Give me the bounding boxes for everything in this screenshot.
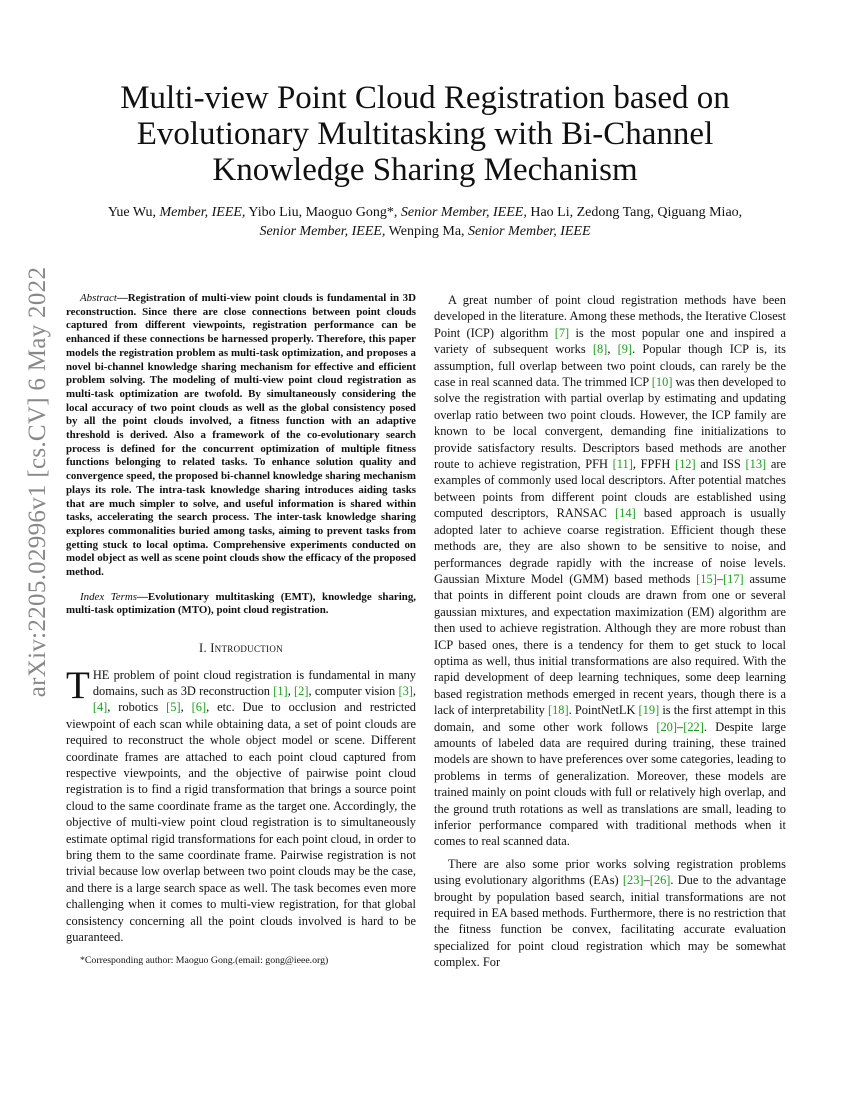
author-affiliation: Senior Member, IEEE [468,224,591,239]
citation-link[interactable]: [20] [656,719,677,734]
drop-cap: T [66,663,90,707]
citation-link[interactable]: [15] [696,571,717,586]
citation-link[interactable]: [19] [638,703,660,718]
author-name: Wenping Ma, [385,224,469,239]
author-list [100,203,750,241]
text-run: . Popular though ICP is, its assumption, full overlap between two point clouds, can rarely be the case in real scanned data. The trimmed ICP [434,342,786,390]
index-terms-label: Index Terms [80,590,137,603]
citation-link[interactable]: [22] [683,719,704,734]
text-run: is the most popular one and inspired a variety of subsequent works [434,325,786,357]
text-run: – [716,571,724,586]
intro-paragraph [66,663,416,946]
text-run: is the first attempt in this domain, and some other work follows [434,703,786,734]
text-run: A great number of point cloud registration methods have been developed in the literature. Among these methods, the Iterative Closest Point (ICP) algorithm [434,293,786,340]
text-run: problem of point cloud registration is fundamental in many domains, such as 3D reconstruction [92,667,416,698]
text-run: , robotics [107,700,167,715]
text-run: , computer vision [308,683,399,698]
citation-link[interactable]: [6] [191,700,207,715]
right-column [434,292,786,971]
text-run: – [643,873,650,888]
author-affiliation: Senior Member, IEEE, [400,205,527,220]
author-name: Yibo Liu, Maoguo Gong*, [245,205,401,220]
citation-link[interactable]: [1] [273,683,288,698]
author-name: Yue Wu, [107,205,160,220]
abstract-label: Abstract [80,292,117,304]
abstract [66,292,416,580]
text-run: , [180,700,192,715]
citation-link[interactable]: [2] [294,683,309,698]
text-run: and ISS [695,457,746,472]
author-name: Hao Li, Zedong Tang, Qiguang Miao, [526,205,743,220]
text-run: based approach is usually adopted later to achieve coarse registration. Efficient though these methods are, they are also shown to be sensitive to noise, and performances degrade rapidly with the increase of noise levels. Gaussian Mixture Model (GMM) based methods [434,506,786,586]
index-terms-text: —Evolutionary multitasking (EMT), knowledge sharing, multi-task optimization (MTO), point cloud registration. [66,590,417,617]
body-paragraph [434,292,786,850]
text-run: . PointNetLK [568,703,639,718]
citation-link[interactable]: [12] [674,457,696,472]
author-affiliation: Senior Member, IEEE, [259,224,386,239]
text-run: , FPFH [632,457,675,472]
small-caps-lead: HE [92,667,110,682]
text-run: . Due to the advantage brought by population based search, initial transformations are not required in EA based methods. Furthermore, there is no restriction that the fitness function be convex, facilitating accurate evaluation specialized for point cloud registration which may be somewhat complex. For [434,873,786,970]
citation-link[interactable]: [26] [649,873,671,888]
section-heading: I. Introduction [199,641,283,656]
left-column [66,292,416,967]
index-terms [66,591,416,618]
citation-link[interactable]: [10] [651,375,673,390]
abstract-text: —Registration of multi-view point clouds is fundamental in 3D reconstruction. Since there are close connections between point clouds captured from different viewpoints, registration performance can be enhanced if these connections be harnessed properly. Therefore, this paper models the registration problem as multi-task optimization, and proposes a novel bi-channel knowledge sharing mechanism for effective and efficient problem solving. The modeling of multi-view point cloud registration as multi-task optimization are twofold. By simultaneously considering the local accuracy of two point clouds as well as the global consistency posed by all the point clouds involved, a fitness function with an adaptive threshold is derived. Also a framework of the co-evolutionary search process is defined for the concurrent optimization of multiple fitness functions belonging to related tasks. To enhance solution quality and convergence speed, the proposed bi-channel knowledge sharing mechanism plays its role. The intra-task knowledge sharing introduces aiding tasks that are much simpler to solve, and useful information is shared within tasks, accelerating the search process. The inter-task knowledge sharing explores commonalities buried among tasks, aiming to prevent tasks from getting stuck to local optima. Comprehensive experiments conducted on model object as well as scene point clouds show the efficacy of the proposed method. [66,292,416,579]
citation-link[interactable]: [9] [617,342,633,357]
text-run: , [287,683,295,698]
citation-link[interactable]: [13] [745,457,767,472]
citation-link[interactable]: [14] [615,506,636,521]
text-run: – [677,719,684,734]
arxiv-identifier-stamp: arXiv:2205.02996v1 [cs.CV] 6 May 2022 [24,266,51,698]
text-run: . Despite large amounts of labeled data are required during training, these trained models are shown to have preferences over some categories, leading to problems in terms of generalization. Moreover, these models are trained mainly on point clouds with full or relatively high overlap, and the ground truth rotations as well as translations are small, leading to inferior performance compared with traditional methods when it comes to real scanned data. [434,719,786,849]
text-run: was then developed to solve the registration with partial overlap by estimating and updating overlap ratio between two point clouds. However, the ICP family are known to be local convergent, demanding fine initializations to provide satisfactory results. Descriptors based methods are another route to achieve registration, PFH [434,375,787,472]
author-affiliation: Member, IEEE, [159,205,246,220]
text-run: There are also some prior works solving registration problems using evolutionary algorithms (EAs) [434,856,786,888]
citation-link[interactable]: [23] [622,873,644,888]
text-run: assume that points in different point clouds are drawn from one or several gaussian mixtures, and expectation maximization (EM) algorithm are then used to achieve registration. Although they are more robust than ICP based ones, there is a tendency for them to get stuck to local optima as well, thus initial transformations are also required. With the rapid development of deep learning techniques, some deep learning based registration methods emerged in recent years, though there is a lack of interpretability [434,571,787,718]
citation-link[interactable]: [7] [554,325,570,340]
text-run: , [412,683,416,698]
text-run: are examples of commonly used local descriptors. After potential matches between points from different point clouds are established using computed descriptors, RANSAC [434,457,786,521]
text-run: , [607,342,618,357]
citation-link[interactable]: [11] [612,457,633,472]
footnote: *Corresponding author: Maoguo Gong.(email: gong@ieee.org) [80,955,329,967]
citation-link[interactable]: [5] [166,700,181,715]
citation-link[interactable]: [17] [723,571,744,586]
citation-link[interactable]: [4] [92,700,108,715]
citation-link[interactable]: [3] [398,683,413,698]
text-run: , etc. Due to occlusion and restricted viewpoint of each scan while obtaining data, a set of point clouds are required to reconstruct the whole object model or scene. Different coordinate frames are attached to each point cloud captured from respective viewpoints, and the objective of pairwise point cloud registration is to find a rigid transformation that brings a source point cloud to the same coordinate frame as the target one. Accordingly, the objective of multi-view point cloud registration is to simultaneously estimate optimal rigid transformations for each point cloud, in order to bring them to the same coordinate frame. Pairwise registration is not trivial because low overlap between two point clouds may be the case, and there is a large search space as well. The task becomes even more challenging when it comes to multi-view registration, for that global consistency concerning all the point clouds involved is hard to be guaranteed. [66,700,416,945]
citation-link[interactable]: [8] [592,342,608,357]
body-paragraph [434,856,786,971]
paper-title: Multi-view Point Cloud Registration based on Evolutionary Multitasking with Bi-Channel Knowledge Sharing Mechanism [120,80,730,188]
citation-link[interactable]: [18] [547,703,569,718]
